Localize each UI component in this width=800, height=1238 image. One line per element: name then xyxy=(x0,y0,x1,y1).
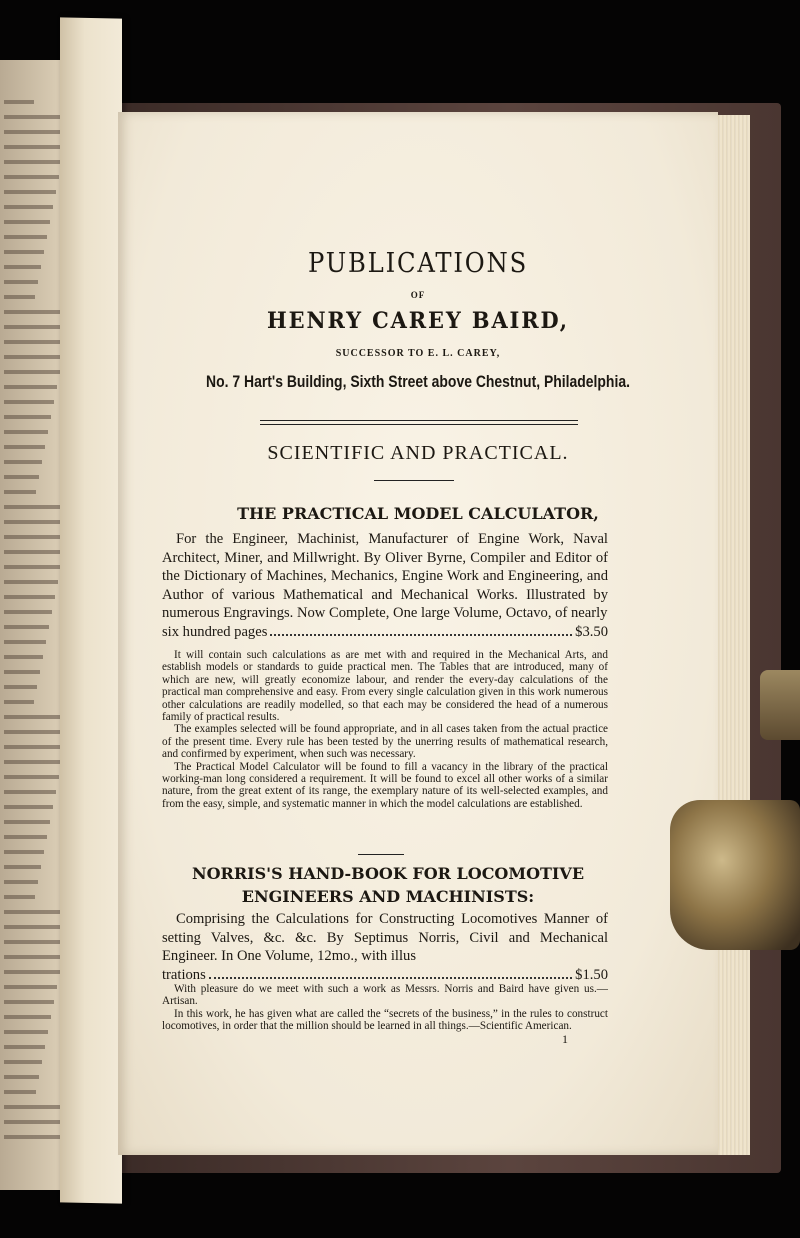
facing-page-text-line xyxy=(4,475,39,479)
of-label: OF xyxy=(410,290,426,300)
entry-title-calculator: THE PRACTICAL MODEL CALCULATOR, xyxy=(237,504,599,523)
note-paragraph: The Practical Model Calculator will be found to fill a vacancy in the library of the practical working-man long considered a requirement. It will be found to excel all other works of a similar nature, from the great extent of its range, the exemplary nature of its well-selected examples, and from the easy, simple, and systematic manner in which the model calculations are established. xyxy=(162,760,608,810)
price-line xyxy=(162,966,608,985)
facing-page-text-line xyxy=(4,640,46,644)
page-number: 1 xyxy=(562,1032,568,1046)
facing-page-text-line xyxy=(4,1090,36,1094)
facing-page-text-line xyxy=(4,730,68,734)
facing-page-text-line xyxy=(4,1060,42,1064)
brass-clasp xyxy=(670,800,800,950)
facing-page-text-line xyxy=(4,760,62,764)
facing-page-text-line xyxy=(4,610,52,614)
facing-page-text-line xyxy=(4,985,57,989)
divider xyxy=(358,854,404,855)
page-title: PUBLICATIONS xyxy=(307,248,529,279)
title-page xyxy=(118,112,718,1155)
entry-notes-calculator xyxy=(162,649,608,810)
facing-page-text-line xyxy=(4,1075,39,1079)
section-title: SCIENTIFIC AND PRACTICAL. xyxy=(267,442,569,464)
facing-page-text-line xyxy=(4,745,65,749)
entry-description-calculator xyxy=(162,530,608,641)
facing-page-text-line xyxy=(4,265,41,269)
divider xyxy=(374,480,454,481)
facing-page-text-line xyxy=(4,340,66,344)
facing-page-text-line xyxy=(4,415,51,419)
facing-page-text-line xyxy=(4,175,59,179)
facing-page-text-line xyxy=(4,490,36,494)
facing-page-text-line xyxy=(4,550,64,554)
clasp-hinge xyxy=(760,670,800,740)
facing-page-text-line xyxy=(4,385,57,389)
price: $3.50 xyxy=(575,623,608,640)
note-paragraph: The examples selected will be found appropriate, and in all cases taken from the actual practice of the present time. Every rule has been tested by the unerring results of mathematical research, and confirmed by experiment, when such was necessary. xyxy=(162,723,608,761)
facing-page-text-line xyxy=(4,970,60,974)
price-prefix: trations xyxy=(162,966,206,983)
flyleaf xyxy=(60,17,122,1203)
leader-dots xyxy=(209,977,572,979)
facing-page-text-line xyxy=(4,835,47,839)
facing-page-text-line xyxy=(4,685,37,689)
facing-page-text-line xyxy=(4,205,53,209)
facing-page-text-line xyxy=(4,895,35,899)
facing-page-text-line xyxy=(4,865,41,869)
facing-page-text-line xyxy=(4,940,66,944)
facing-page-text-line xyxy=(4,160,62,164)
facing-page-text-line xyxy=(4,1030,48,1034)
facing-page-text-line xyxy=(4,535,67,539)
entry-notes-norris xyxy=(162,983,608,1033)
leader-dots xyxy=(270,634,572,636)
facing-page-text-line xyxy=(4,580,58,584)
facing-page-text-line xyxy=(4,220,50,224)
facing-page-text-line xyxy=(4,400,54,404)
publisher-address: No. 7 Hart's Building, Sixth Street above Chestnut, Philadelphia. xyxy=(206,372,630,391)
facing-page-text-line xyxy=(4,955,63,959)
publisher-name: HENRY CAREY BAIRD, xyxy=(267,308,569,334)
note-paragraph: In this work, he has given what are called the “secrets of the business,” in the rules to construct locomotives, in order that the million should be learned in all things.—Scientific American. xyxy=(162,1007,608,1033)
facing-page-text-line xyxy=(4,295,35,299)
facing-page-text-line xyxy=(4,370,60,374)
facing-page-text-line xyxy=(4,1135,67,1139)
facing-page-text-line xyxy=(4,235,47,239)
description-text: Comprising the Calculations for Constructing Locomotives Manner of setting Valves, &c. &c. By Septimus Norris, Civil and Mechanical Engineer. In One Volume, 12mo., with illus xyxy=(162,911,608,964)
facing-page-text-line xyxy=(4,355,63,359)
price: $1.50 xyxy=(575,966,608,983)
entry-title-norris: NORRIS'S HAND-BOOK FOR LOCOMOTIVE ENGINEERS AND MACHINISTS: xyxy=(191,864,585,906)
facing-page-text-line xyxy=(4,280,38,284)
facing-page-text-line xyxy=(4,655,43,659)
price-line xyxy=(162,623,608,642)
facing-page-text-line xyxy=(4,250,44,254)
successor-line: SUCCESSOR TO E. L. CAREY, xyxy=(335,348,501,359)
price-prefix: six hundred pages xyxy=(162,623,268,640)
facing-page-text-line xyxy=(4,100,34,104)
facing-page-text-line xyxy=(4,190,56,194)
facing-page-text-line xyxy=(4,775,59,779)
facing-page-text-line xyxy=(4,700,34,704)
facing-page-text-line xyxy=(4,145,65,149)
facing-page-text-line xyxy=(4,880,38,884)
facing-page-text-line xyxy=(4,565,61,569)
facing-page-text-line xyxy=(4,820,50,824)
facing-page-text-line xyxy=(4,445,45,449)
facing-page-text-line xyxy=(4,460,42,464)
facing-page-text-line xyxy=(4,625,49,629)
facing-page-text-line xyxy=(4,805,53,809)
note-paragraph: It will contain such calculations as are met with and required in the Mechanical Arts, and establish models or standards to guide practical men. The Tables that are introduced, many of which are new, will greatly economize labour, and render the every-day calculations of the practical man comprehensive and easy. From every single calculation given in this work numerous other calculations are readily modelled, so that each may be considered the head of a numerous family of practical results. xyxy=(162,649,608,724)
facing-page-text-line xyxy=(4,130,68,134)
facing-page-text-line xyxy=(4,595,55,599)
facing-page-text-line xyxy=(4,670,40,674)
description-text: For the Engineer, Machinist, Manufacturer of Engine Work, Naval Architect, Miner, and Millwright. By Oliver Byrne, Compiler and Editor of the Dictionary of Machines, Mechanics, Engine Work and Engineering, and Author of various Mathematical and Mechanical Works. Illustrated by numerous Engravings. Now Complete, One large Volume, Octavo, of nearly xyxy=(162,531,608,621)
facing-page-text-line xyxy=(4,790,56,794)
note-paragraph: With pleasure do we meet with such a work as Messrs. Norris and Baird have given us.—Artisan. xyxy=(162,983,608,1008)
facing-page-text-line xyxy=(4,430,48,434)
facing-page-text-line xyxy=(4,1045,45,1049)
facing-page-text-line xyxy=(4,1015,51,1019)
facing-page-text-line xyxy=(4,1000,54,1004)
double-rule xyxy=(260,420,578,425)
facing-page-text-line xyxy=(4,850,44,854)
entry-description-norris xyxy=(162,910,608,984)
